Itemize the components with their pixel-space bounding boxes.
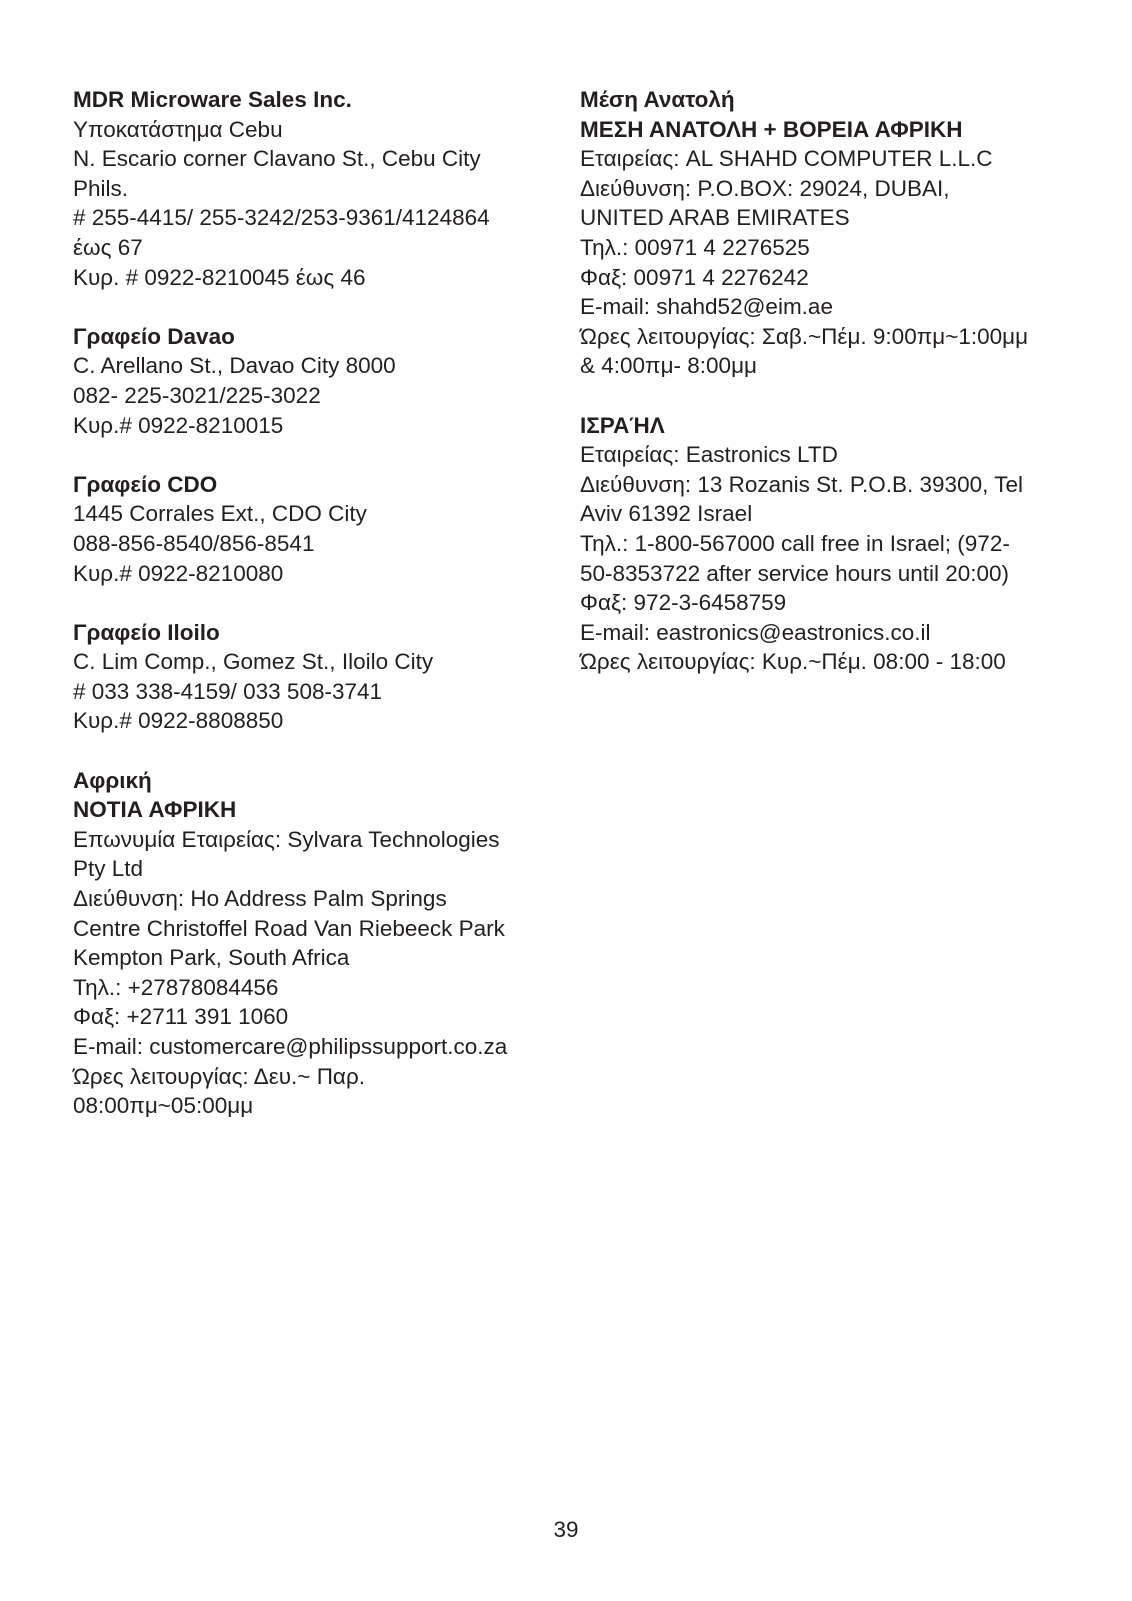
africa-section	[73, 766, 573, 1121]
left-column	[73, 85, 573, 1121]
africa-hours-line-1: Ώρες λειτουργίας: Δευ.~ Παρ.	[73, 1063, 365, 1089]
iloilo-address: C. Lim Comp., Gomez St., Iloilo City	[73, 649, 434, 675]
cebu-mobile: Κυρ. # 0922-8210045 έως 46	[73, 264, 366, 290]
middle-east-region-heading: Μέση Ανατολή	[580, 87, 735, 112]
cdo-section	[73, 470, 573, 588]
middle-east-hours-line-1: Ώρες λειτουργίας: Σαβ.~Πέμ. 9:00πμ~1:00μμ	[580, 323, 1029, 349]
israel-fax: Φαξ: 972-3-6458759	[580, 590, 787, 616]
africa-phone: Τηλ.: +27878084456	[73, 974, 279, 1000]
cebu-company-heading: MDR Microware Sales Inc.	[73, 87, 352, 112]
middle-east-company: Εταιρείας: AL SHAHD COMPUTER L.L.C	[580, 146, 993, 172]
middle-east-section	[580, 85, 1100, 381]
israel-email: E-mail: eastronics@eastronics.co.il	[580, 619, 931, 645]
page-number: 39	[553, 1517, 579, 1542]
cebu-address-line-2: Phils.	[73, 175, 129, 201]
africa-address-line-2: Centre Christoffel Road Van Riebeeck Park	[73, 915, 505, 941]
cdo-address: 1445 Corrales Ext., CDO City	[73, 501, 367, 527]
middle-east-address-line-2: UNITED ARAB EMIRATES	[580, 205, 850, 231]
spacer	[73, 292, 573, 322]
cdo-heading: Γραφείο CDO	[73, 471, 218, 497]
cebu-branch: Υποκατάστημα Cebu	[73, 116, 283, 142]
spacer	[580, 381, 1100, 411]
africa-region-heading: Αφρική	[73, 767, 152, 793]
africa-company-line-2: Pty Ltd	[73, 856, 144, 882]
israel-section	[580, 411, 1100, 677]
israel-address-line-1: Διεύθυνση: 13 Rozanis St. P.O.B. 39300, Tel	[580, 471, 1023, 497]
africa-hours-line-2: 08:00πμ~05:00μμ	[73, 1093, 254, 1119]
cebu-section	[73, 85, 573, 292]
middle-east-area-heading: ΜΕΣΗ ΑΝΑΤΟΛΗ + ΒΟΡΕΙΑ ΑΦΡΙΚΗ	[580, 116, 963, 142]
spacer	[73, 440, 573, 470]
right-column	[580, 85, 1100, 677]
cdo-mobile: Κυρ.# 0922-8210080	[73, 560, 284, 586]
spacer	[73, 736, 573, 766]
cebu-address-line-1: N. Escario corner Clavano St., Cebu City	[73, 146, 481, 172]
africa-email: E-mail: customercare@philipssupport.co.za	[73, 1034, 508, 1059]
davao-section	[73, 322, 573, 440]
cdo-phone: 088-856-8540/856-8541	[73, 530, 315, 556]
iloilo-phone: # 033 338-4159/ 033 508-3741	[73, 678, 383, 704]
israel-phone-line-1: Τηλ.: 1-800-567000 call free in Israel; (972-	[580, 530, 1010, 556]
cebu-phone-line-2: έως 67	[73, 234, 143, 260]
spacer	[73, 588, 573, 618]
south-africa-heading: ΝΟΤΙΑ ΑΦΡΙΚΗ	[73, 797, 237, 823]
israel-heading: ΙΣΡΑΉΛ	[580, 412, 665, 438]
middle-east-phone: Τηλ.: 00971 4 2276525	[580, 234, 810, 260]
africa-address-line-3: Kempton Park, South Africa	[73, 945, 350, 971]
davao-heading: Γραφείο Davao	[73, 323, 235, 349]
davao-address: C. Arellano St., Davao City 8000	[73, 353, 396, 379]
davao-mobile: Κυρ.# 0922-8210015	[73, 412, 284, 438]
iloilo-heading: Γραφείο Iloilo	[73, 619, 220, 645]
africa-company-line-1: Επωνυμία Εταιρείας: Sylvara Technologies	[73, 826, 500, 852]
israel-phone-line-2: 50-8353722 after service hours until 20:00)	[580, 560, 1010, 586]
israel-company: Εταιρείας: Eastronics LTD	[580, 442, 838, 468]
iloilo-section	[73, 618, 573, 736]
middle-east-hours-line-2: & 4:00πμ- 8:00μμ	[580, 353, 758, 379]
middle-east-email: E-mail: shahd52@eim.ae	[580, 294, 833, 320]
africa-address-line-1: Διεύθυνση: Ho Address Palm Springs	[73, 886, 447, 912]
middle-east-fax: Φαξ: 00971 4 2276242	[580, 264, 809, 290]
cebu-phone-line-1: # 255-4415/ 255-3242/253-9361/4124864	[73, 205, 490, 231]
africa-fax: Φαξ: +2711 391 1060	[73, 1004, 289, 1030]
middle-east-address-line-1: Διεύθυνση: P.O.BOX: 29024, DUBAI,	[580, 175, 950, 201]
israel-address-line-2: Aviv 61392 Israel	[580, 501, 753, 527]
israel-hours: Ώρες λειτουργίας: Κυρ.~Πέμ. 08:00 - 18:00	[580, 649, 1006, 675]
iloilo-mobile: Κυρ.# 0922-8808850	[73, 708, 284, 734]
davao-phone: 082- 225-3021/225-3022	[73, 382, 321, 408]
